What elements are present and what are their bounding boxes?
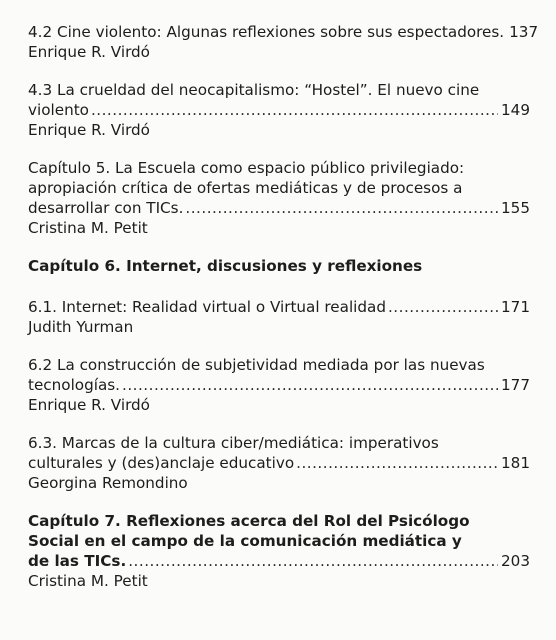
- dot-leader: [91, 100, 498, 120]
- toc-entry-title: culturales y (des)anclaje educativo: [28, 454, 295, 472]
- toc-entry-author: Judith Yurman: [28, 318, 134, 336]
- toc-entry-title: 4.2 Cine violento: Algunas reflexiones sobre sus espectadores.: [28, 23, 505, 41]
- toc-entry-title-line: 6.2 La construcción de subjetividad mediada por las nuevas: [28, 356, 485, 374]
- toc-entry-leader-line: [28, 100, 530, 120]
- toc-entry-4-3: [28, 80, 530, 140]
- dot-leader: [388, 297, 498, 317]
- toc-entry-leader-line: [28, 375, 530, 395]
- toc-entry-author: Georgina Remondino: [28, 474, 188, 492]
- toc-entry-author: Enrique R. Virdó: [28, 121, 150, 139]
- toc-entry-6-2: [28, 355, 530, 415]
- toc-entry-page-number: 155: [501, 199, 530, 217]
- dot-leader: [185, 198, 498, 218]
- toc-entry-title-line: apropiación crítica de ofertas mediáticas y de procesos a: [28, 179, 463, 197]
- toc-entry-chapter-7: [28, 511, 530, 591]
- toc-entry-author: Cristina M. Petit: [28, 219, 148, 237]
- toc-entry-leader-line: [28, 551, 530, 571]
- toc-entry-title-line: 6.3. Marcas de la cultura ciber/mediática: imperativos: [28, 434, 439, 452]
- toc-entry-4-2: [28, 22, 539, 62]
- toc-entry-title: desarrollar con TICs.: [28, 199, 184, 217]
- toc-entry-page-number: 181: [501, 454, 530, 472]
- toc-entry-page-number: 177: [501, 376, 530, 394]
- toc-entry-title: tecnologías.: [28, 376, 120, 394]
- toc-entry-leader-line: [28, 198, 530, 218]
- toc-entry-6-1: [28, 297, 530, 337]
- dot-leader: [122, 375, 498, 395]
- toc-entry-leader-line: [28, 22, 539, 42]
- toc-entry-title-line: Capítulo 7. Reflexiones acerca del Rol del Psicólogo: [28, 512, 470, 530]
- dot-leader: [296, 453, 498, 473]
- chapter-6-heading: Capítulo 6. Internet, discusiones y reflexiones: [28, 257, 423, 275]
- dot-leader: [128, 551, 498, 571]
- toc-entry-chapter-5: [28, 158, 530, 238]
- toc-entry-author: Enrique R. Virdó: [28, 43, 150, 61]
- toc-entry-title: 6.1. Internet: Realidad virtual o Virtual realidad: [28, 298, 386, 316]
- toc-entry-author: Enrique R. Virdó: [28, 396, 150, 414]
- toc-entry-title: violento: [28, 101, 89, 119]
- toc-entry-page-number: 203: [501, 552, 530, 570]
- toc-entry-leader-line: [28, 453, 530, 473]
- toc-entry-title-line: 4.3 La crueldad del neocapitalismo: “Hostel”. El nuevo cine: [28, 81, 480, 99]
- toc-entry-page-number: 171: [501, 298, 530, 316]
- toc-entry-page-number: 149: [501, 101, 530, 119]
- toc-entry-author: Cristina M. Petit: [28, 572, 148, 590]
- toc-entry-title-line: Capítulo 5. La Escuela como espacio público privilegiado:: [28, 159, 465, 177]
- toc-entry-page-number: 137: [509, 23, 539, 41]
- toc-entry-title-line: Social en el campo de la comunicación mediática y: [28, 532, 462, 550]
- toc-entry-leader-line: [28, 297, 530, 317]
- toc-entry-title: de las TICs.: [28, 552, 127, 570]
- toc-entry-6-3: [28, 433, 530, 493]
